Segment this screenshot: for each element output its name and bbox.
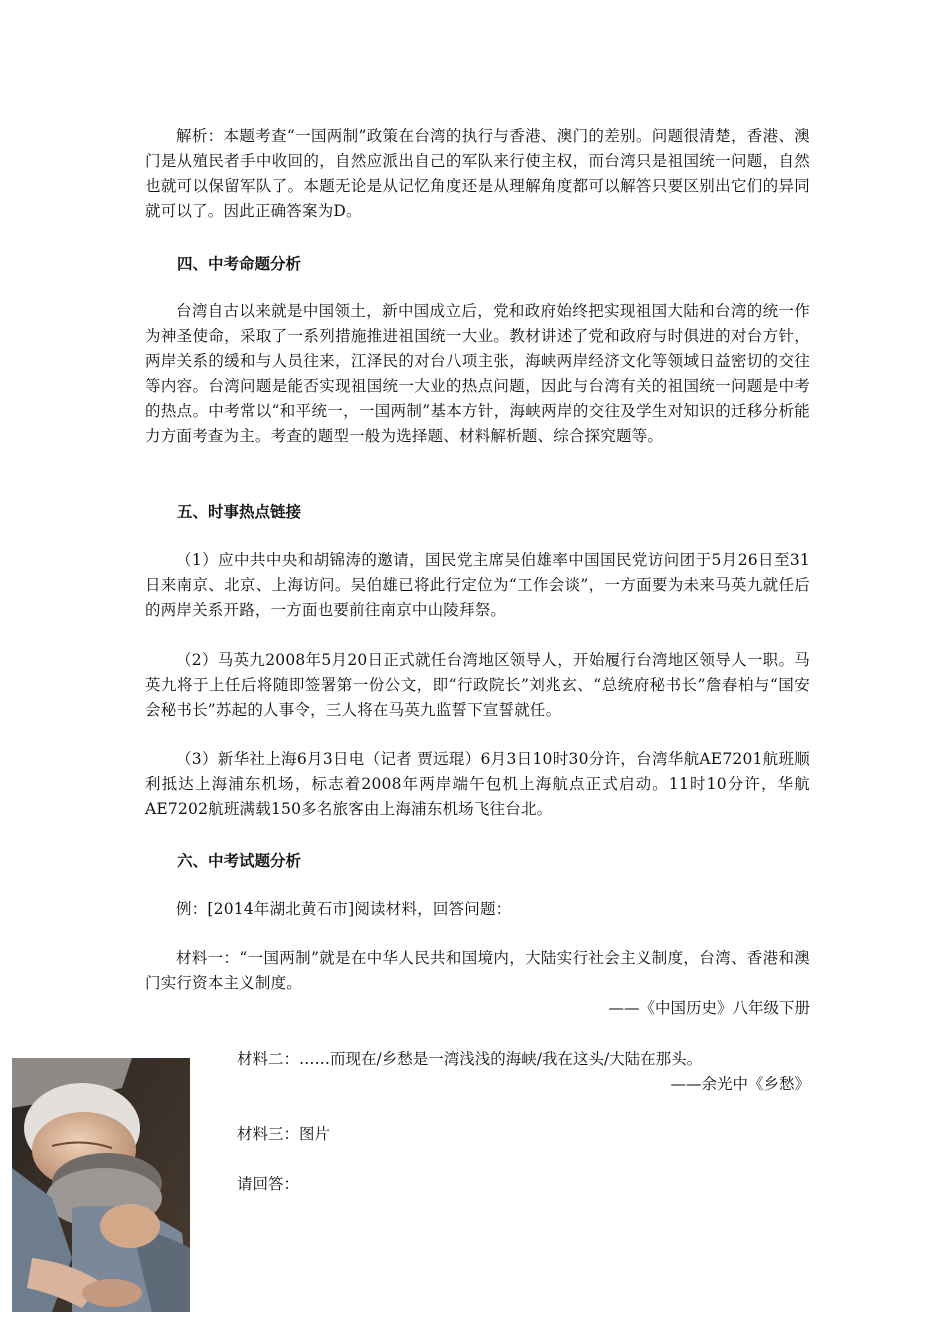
section6-heading: 六、中考试题分析 xyxy=(177,852,302,870)
analysis-paragraph: 解析：本题考查“一国两制”政策在台湾的执行与香港、澳门的差别。问题很清楚，香港、澳门是从殖民者手中收回的，自然应派出自己的军队来行使主权，而台湾只是祖国统一问题，自然也就可以保留军队了。本题无论是从记忆角度还是从理解角度都可以解答只要区别出它们的异同就可以了。因此正确答案为D。 xyxy=(145,127,810,220)
material2-text: 材料二：……而现在/乡愁是一湾浅浅的海峡/我在这头/大陆在那头。 xyxy=(237,1050,703,1068)
reunion-photo-graphic xyxy=(12,1058,190,1312)
example-line: 例：[2014年湖北黄石市]阅读材料，回答问题： xyxy=(176,900,512,918)
news-item-3: （3）新华社上海6月3日电（记者 贾远琨）6月3日10时30分许，台湾华航AE7201航班顺利抵达上海浦东机场，标志着2008年两岸端午包机上海航点正式启动。11时10分许，华航AE7202航班满载150多名旅客由上海浦东机场飞往台北。 xyxy=(145,750,810,818)
material3-text: 材料三：图片 xyxy=(237,1125,331,1143)
section4-heading: 四、中考命题分析 xyxy=(177,255,302,273)
material1-paragraph: 材料一：“一国两制”就是在中华人民共和国境内，大陆实行社会主义制度，台湾、香港和澳门实行资本主义制度。 xyxy=(145,949,810,992)
news-item-1: （1）应中共中央和胡锦涛的邀请，国民党主席吴伯雄率中国国民党访问团于5月26日至31日来南京、北京、上海访问。吴伯雄已将此行定位为“工作会谈”，一方面要为未来马英九就任后的两岸关系开路，一方面也要前往南京中山陵拜祭。 xyxy=(145,551,810,619)
section5-heading: 五、时事热点链接 xyxy=(177,503,302,521)
news-item-2: （2）马英九2008年5月20日正式就任台湾地区领导人，开始履行台湾地区领导人一职。马英九将于上任后将随即签署第一份公文，即“行政院长”刘兆玄、“总统府秘书长”詹春柏与“国安会秘书长”苏起的人事令，三人将在马英九监誓下宣誓就任。 xyxy=(145,651,810,719)
material2-source: ——余光中《乡愁》 xyxy=(670,1075,810,1093)
reunion-photo xyxy=(12,1058,190,1312)
section4-paragraph: 台湾自古以来就是中国领土，新中国成立后，党和政府始终把实现祖国大陆和台湾的统一作为神圣使命，采取了一系列措施推进祖国统一大业。教材讲述了党和政府与时俱进的对台方针，两岸关系的缓和与人员往来，江泽民的对台八项主张，海峡两岸经济文化等领域日益密切的交往等内容。台湾问题是能否实现祖国统一大业的热点问题，因此与台湾有关的祖国统一问题是中考的热点。中考常以“和平统一，一国两制”基本方针，海峡两岸的交往及学生对知识的迁移分析能力方面考查为主。考查的题型一般为选择题、材料解析题、综合探究题等。 xyxy=(145,302,810,445)
material1-source: ——《中国历史》八年级下册 xyxy=(608,999,810,1017)
question-prompt: 请回答： xyxy=(237,1175,300,1193)
